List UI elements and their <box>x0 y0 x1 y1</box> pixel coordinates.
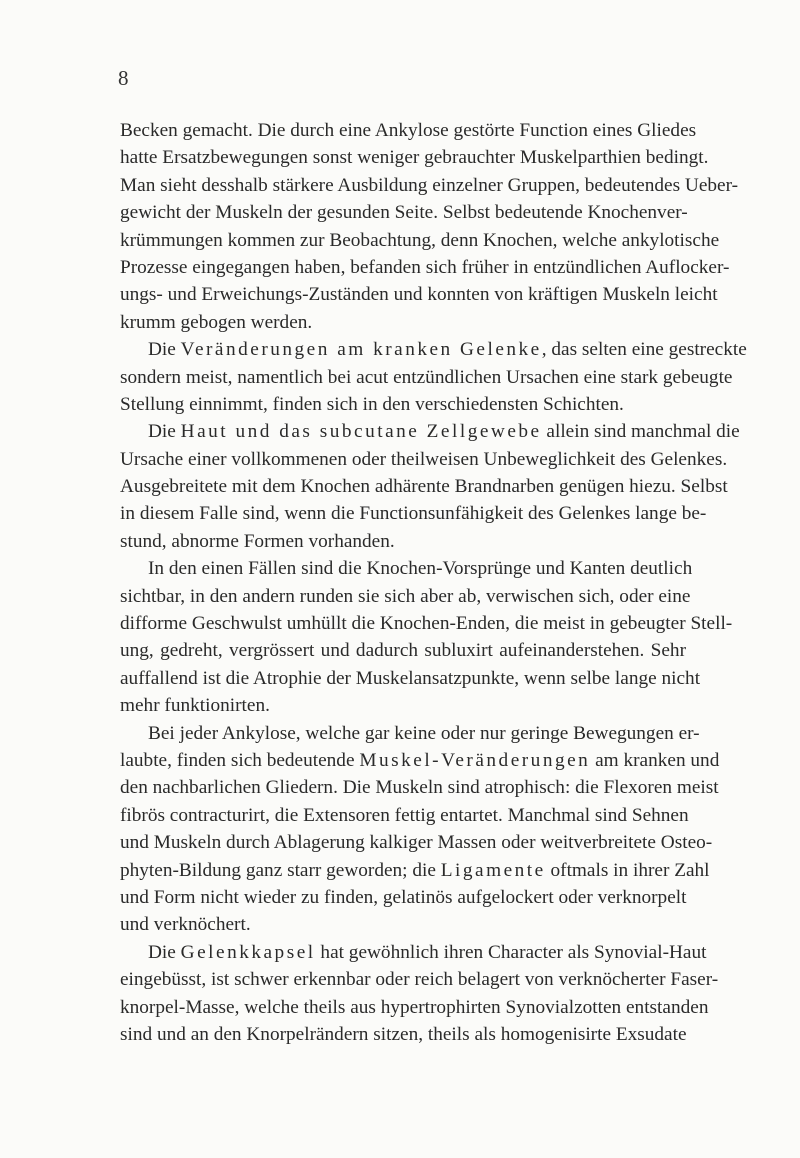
text-run: knorpel-Masse, welche theils aus hypertrophirten Synovialzotten entstanden <box>120 996 709 1018</box>
text-run: hat gewöhnlich ihren Character als Synovial-Haut <box>315 941 707 963</box>
text-line <box>120 172 739 199</box>
text-line <box>120 528 686 555</box>
text-run: auffallend ist die Atrophie der Muskelansatzpunkte, wenn selbe lange nicht <box>120 667 701 689</box>
text-run: eingebüsst, ist schwer erkennbar oder reich belagert von verknöcherter Faser- <box>120 969 719 991</box>
body-text <box>120 117 747 1048</box>
text-line <box>120 144 709 171</box>
spaced-emphasis: Veränderungen am kranken Gelenke <box>180 339 542 361</box>
text-line <box>120 774 719 801</box>
text-line <box>120 555 693 582</box>
spaced-emphasis: Gelenkkapsel <box>180 941 316 963</box>
text-line <box>120 199 686 226</box>
text-line <box>120 802 689 829</box>
text-line <box>120 227 720 254</box>
text-run: stund, abnorme Formen vorhanden. <box>120 530 395 552</box>
text-line <box>120 446 728 473</box>
text-run: hatte Ersatzbewegungen sonst weniger gebrauchter Muskelparthien bedingt. <box>120 147 709 169</box>
text-line <box>120 911 686 938</box>
text-run: sondern meist, namentlich bei acut entzündlichen Ursachen eine stark gebeugte <box>120 366 733 388</box>
text-run: Prozesse eingegangen haben, befanden sich früher in entzündlichen Auflocker- <box>120 256 730 278</box>
text-run: und verknöchert. <box>120 914 251 936</box>
text-line <box>120 665 701 692</box>
text-run: laubte, finden sich bedeutende <box>120 749 360 771</box>
spaced-emphasis: Ligamente <box>440 859 546 881</box>
text-line <box>120 829 713 856</box>
paragraph <box>120 336 747 418</box>
text-line <box>120 692 686 719</box>
text-line <box>120 1021 686 1048</box>
text-line <box>120 281 718 308</box>
text-run: , das selten eine gestreckte <box>541 339 747 361</box>
text-line <box>120 473 728 500</box>
text-run: krumm gebogen werden. <box>120 311 313 333</box>
text-line <box>120 254 730 281</box>
text-run: Man sieht desshalb stärkere Ausbildung einzelner Gruppen, bedeutendes Ueber- <box>120 174 739 196</box>
text-line <box>120 309 686 336</box>
text-run: Die <box>148 421 181 443</box>
text-run: ungs- und Erweichungs-Zuständen und konnten von kräftigen Muskeln leicht <box>120 284 718 306</box>
text-run: fibrös contracturirt, die Extensoren fettig entartet. Manchmal sind Sehnen <box>120 804 689 826</box>
text-line <box>120 336 747 363</box>
text-line <box>120 884 686 911</box>
paragraph <box>120 555 733 719</box>
text-run: und Form nicht wieder zu finden, gelatinös aufgelockert oder verknorpelt <box>120 886 687 908</box>
text-run: Bei jeder Ankylose, welche gar keine oder nur geringe Bewegungen er- <box>148 722 700 744</box>
text-run: Becken gemacht. Die durch eine Ankylose gestörte Function eines Gliedes <box>120 120 697 141</box>
text-line <box>120 994 709 1021</box>
text-run: sichtbar, in den andern runden sie sich aber ab, verwischen sich, oder eine <box>120 585 691 607</box>
text-run: den nachbarlichen Gliedern. Die Muskeln sind atrophisch: die Flexoren meist <box>120 777 719 799</box>
text-run: ung, gedreht, vergrössert und dadurch subluxirt aufeinanderstehen. Sehr <box>120 640 686 662</box>
text-run: Die <box>148 339 181 361</box>
paragraph <box>120 939 719 1049</box>
text-line <box>120 610 733 637</box>
text-run: oftmals in ihrer Zahl <box>545 859 710 881</box>
text-run: gewicht der Muskeln der gesunden Seite. Selbst bedeutende Knochenver- <box>120 202 688 224</box>
text-run: phyten-Bildung ganz starr geworden; die <box>120 859 441 881</box>
text-run: in diesem Falle sind, wenn die Functionsunfähigkeit des Gelenkes lange be- <box>120 503 707 525</box>
text-line <box>120 966 719 993</box>
text-line <box>120 500 707 527</box>
text-line <box>120 418 740 445</box>
text-run: und Muskeln durch Ablagerung kalkiger Massen oder weitverbreitete Osteo- <box>120 832 713 854</box>
page-number: 8 <box>118 66 129 90</box>
text-run: mehr funktionirten. <box>120 695 270 717</box>
text-run: Ursache einer vollkommenen oder theilweisen Unbeweglichkeit des Gelenkes. <box>120 448 728 470</box>
text-run: difforme Geschwulst umhüllt die Knochen-Enden, die meist in gebeugter Stell- <box>120 613 733 635</box>
text-line <box>120 583 691 610</box>
text-line <box>120 364 733 391</box>
text-line <box>120 939 707 966</box>
text-run: am kranken und <box>590 749 720 771</box>
text-line <box>120 720 700 747</box>
paragraph <box>120 418 740 555</box>
text-line <box>120 747 720 774</box>
paragraph <box>120 117 739 336</box>
text-line <box>120 637 686 664</box>
text-run: krümmungen kommen zur Beobachtung, denn Knochen, welche ankylotische <box>120 229 720 251</box>
text-run: Die <box>148 941 181 963</box>
text-run: sind und an den Knorpelrändern sitzen, theils als homogenisirte Exsudate <box>120 1023 687 1045</box>
spaced-emphasis: Haut und das subcutane Zellgewebe <box>180 421 542 443</box>
text-run: Stellung einnimmt, finden sich in den verschiedensten Schichten. <box>120 393 624 415</box>
text-line <box>120 117 697 144</box>
text-run: In den einen Fällen sind die Knochen-Vorsprünge und Kanten deutlich <box>148 558 693 580</box>
paragraph <box>120 720 720 939</box>
text-run: allein sind manchmal die <box>541 421 740 443</box>
text-line <box>120 391 686 418</box>
text-run: Ausgebreitete mit dem Knochen adhärente Brandnarben genügen hiezu. Selbst <box>120 476 728 498</box>
text-line <box>120 857 710 884</box>
spaced-emphasis: Muskel-Veränderungen <box>359 749 591 771</box>
